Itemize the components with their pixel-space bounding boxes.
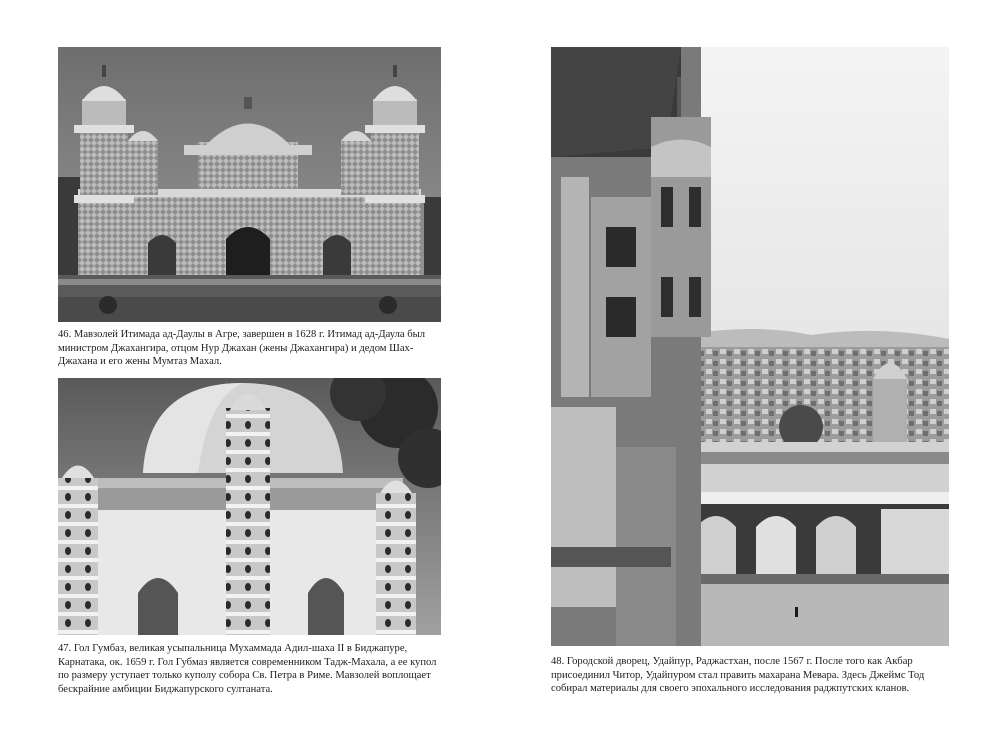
- figure-number-47: 47.: [58, 643, 72, 654]
- caption-text-48: Городской дворец, Удайпур, Раджастхан, после 1567 г. После того как Акбар присоединил Читор, Удайпуром стал править махарана Мевара. Здесь Джеймс Тод собирал материалы для своего эпохального исследования раджпутских кланов.: [551, 656, 925, 695]
- caption-figure-46: [58, 328, 441, 369]
- caption-figure-47: [58, 642, 443, 696]
- figure-number-48: 48.: [551, 656, 565, 667]
- photo-city-palace-udaipur: [551, 47, 949, 646]
- photo-itimad-ud-daulah: [58, 47, 441, 322]
- figure-number-46: 46.: [58, 329, 72, 340]
- caption-text-47: Гол Гумбаз, великая усыпальница Мухаммада Адил-шаха II в Биджапуре, Карнатака, ок. 1659 г. Гол Губмаз является современником Тадж-Махала, а ее купол по размеру уступает только куполу собора Св. Петра в Риме. Мавзолей воплощает бескрайние амбиции Биджапурского султаната.: [58, 643, 437, 695]
- photo-gol-gumbaz: [58, 378, 441, 635]
- caption-figure-48: [551, 655, 951, 696]
- caption-text-46: Мавзолей Итимада ад-Даулы в Агре, завершен в 1628 г. Итимад ад-Даула был министром Джахангира, отцом Нур Джахан (жены Джахангира) и дедом Шах-Джахана и его жены Мумтаз Махал.: [58, 329, 426, 368]
